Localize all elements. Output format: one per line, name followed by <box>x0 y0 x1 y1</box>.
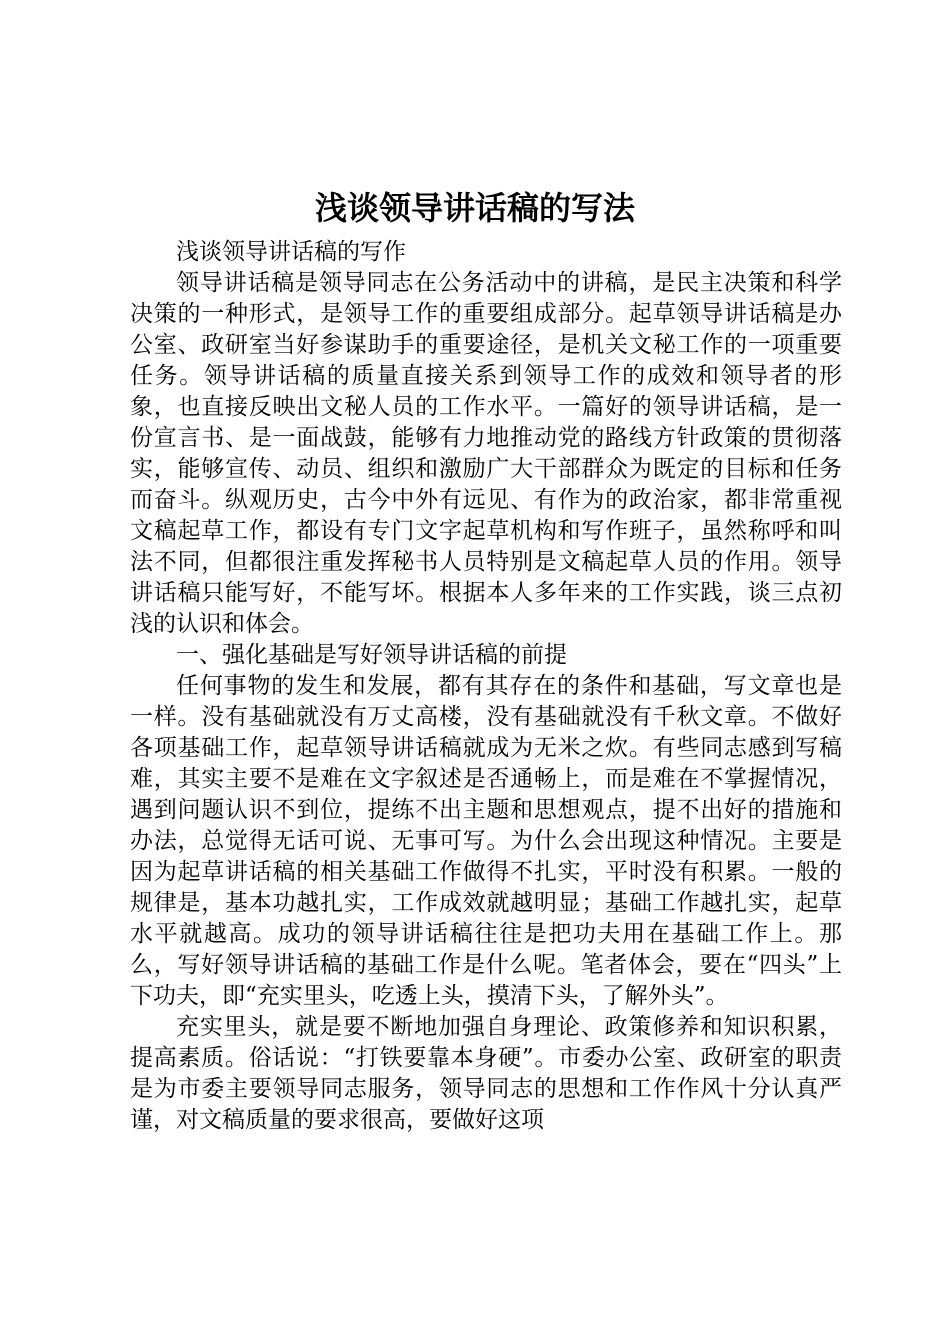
document-title: 浅谈领导讲话稿的写法 <box>314 189 635 227</box>
paragraph-intro: 领导讲话稿是领导同志在公务活动中的讲稿，是民主决策和科学决策的一种形式，是领导工作的重要组成部分。起草领导讲话稿是办公室、政研室当好参谋助手的重要途径，是机关文秘工作的一项重要任务。领导讲话稿的质量直接关系到领导工作的成效和领导者的形象，也直接反映出文秘人员的工作水平。一篇好的领导讲话稿，是一份宣言书、是一面战鼓，能够有力地推动党的路线方针政策的贯彻落实，能够宣传、动员、组织和激励广大干部群众为既定的目标和任务而奋斗。纵观历史，古今中外有远见、有作为的政治家，都非常重视文稿起草工作，都设有专门文字起草机构和写作班子，虽然称呼和叫法不同，但都很注重发挥秘书人员特别是文稿起草人员的作用。领导讲话稿只能写好，不能写坏。根据本人多年来的工作实践，谈三点初浅的认识和体会。 <box>130 270 842 637</box>
paragraph-inner: 充实里头，就是要不断地加强自身理论、政策修养和知识积累，提高素质。俗话说：“打铁要靠本身硬”。市委办公室、政研室的职责是为市委主要领导同志服务，领导同志的思想和工作作风十分认真严谨，对文稿质量的要求很高，要做好这项 <box>130 1014 842 1133</box>
paragraph-foundation: 任何事物的发生和发展，都有其存在的条件和基础，写文章也是一样。没有基础就没有万丈高楼，没有基础就没有千秋文章。不做好各项基础工作，起草领导讲话稿就成为无米之炊。有些同志感到写稿难，其实主要不是难在文字叙述是否通畅上，而是难在不掌握情况，遇到问题认识不到位，提练不出主题和思想观点，提不出好的措施和办法，总觉得无话可说、无事可写。为什么会出现这种情况。主要是因为起草讲话稿的相关基础工作做得不扎实，平时没有积累。一般的规律是，基本功越扎实，工作成效就越明显；基础工作越扎实，起草水平就越高。成功的领导讲话稿往往是把功夫用在基础工作上。那么，写好领导讲话稿的基础工作是什么呢。笔者体会，要在“四头”上下功夫，即“充实里头，吃透上头，摸清下头，了解外头”。 <box>130 673 842 1009</box>
document-body <box>130 237 842 1136</box>
subtitle-line: 浅谈领导讲话稿的写作 <box>176 239 406 265</box>
section-heading: 一、强化基础是写好领导讲话稿的前提 <box>176 642 567 668</box>
